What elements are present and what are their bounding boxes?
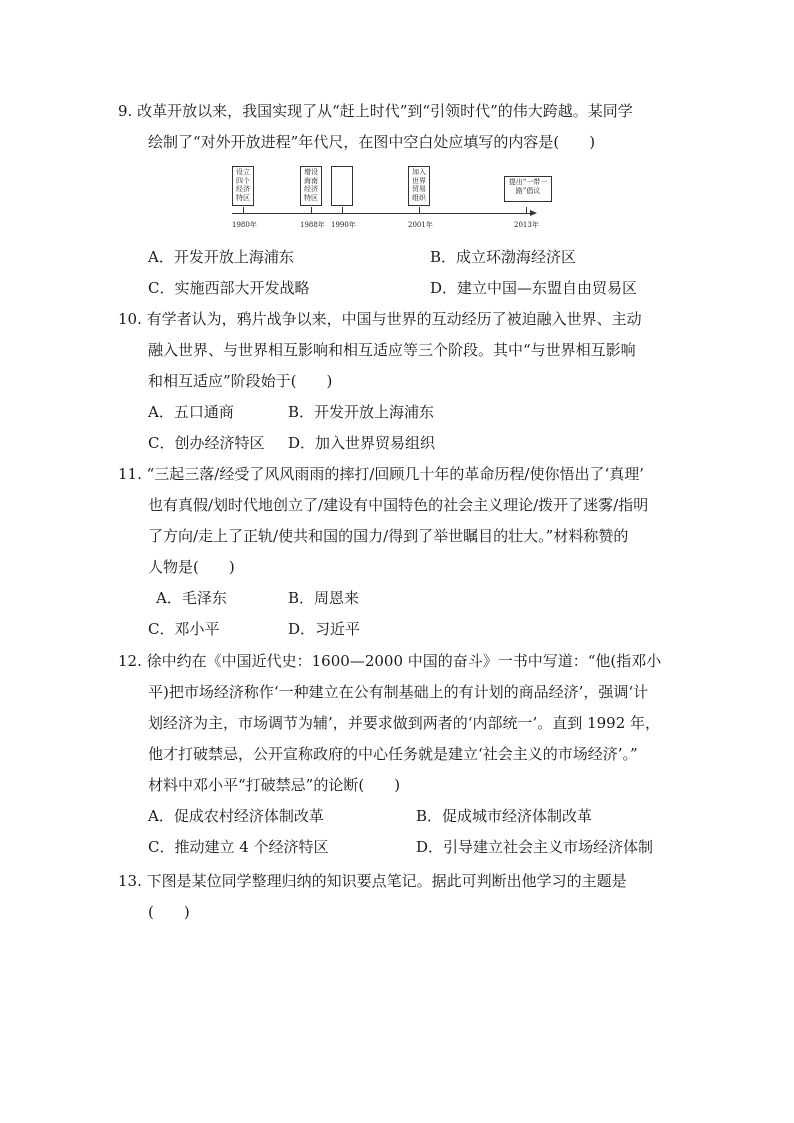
timeline-tick: [342, 207, 343, 213]
question-9-options: [118, 242, 678, 304]
timeline-year: 2001年: [408, 221, 433, 229]
question-number: 12.: [118, 652, 142, 670]
option-a[interactable]: A．毛泽东: [156, 589, 227, 607]
option-b[interactable]: B．开发开放上海浦东: [288, 403, 435, 421]
timeline-axis: [232, 213, 532, 214]
option-c[interactable]: C．邓小平: [148, 620, 220, 638]
question-text: 也有真假/划时代地创立了/建设有中国特色的社会主义理论/拨开了迷雾/指明: [148, 496, 649, 514]
question-number: 11.: [118, 465, 142, 483]
timeline-blank-box: [331, 166, 353, 206]
timeline-year: 1988年: [300, 221, 325, 229]
question-9: [118, 96, 678, 158]
timeline-year: 1980年: [232, 221, 257, 229]
question-text: 下图是某位同学整理归纳的知识要点笔记。据此可判断出他学习的主题是: [146, 872, 627, 890]
question-text: 划经济为主，市场调节为辅’，并要求做到两者的‘内部统一’。直到 1992 年，: [148, 714, 661, 732]
option-a[interactable]: A．促成农村经济体制改革: [148, 807, 324, 825]
question-text: 材料中邓小平“打破禁忌”的论断( ): [148, 776, 401, 794]
option-b[interactable]: B．成立环渤海经济区: [430, 248, 577, 266]
question-11: [118, 459, 678, 645]
timeline-box: 提出“一带一路”倡议: [504, 176, 552, 202]
timeline-year: 2013年: [514, 221, 539, 229]
option-c[interactable]: C．实施西部大开发战略: [148, 279, 310, 297]
question-text: 绘制了“对外开放进程”年代尺，在图中空白处应填写的内容是( ): [148, 133, 596, 151]
option-b[interactable]: B．周恩来: [288, 589, 360, 607]
option-d[interactable]: D．加入世界贸易组织: [288, 434, 436, 452]
option-a[interactable]: A．开发开放上海浦东: [148, 248, 294, 266]
option-d[interactable]: D．引导建立社会主义市场经济体制: [416, 838, 654, 856]
question-text: 和相互适应”阶段始于( ): [148, 372, 333, 390]
timeline-box: 加入世界贸易组织: [408, 166, 430, 206]
question-text: 了方向/走上了正轨/使共和国的国力/得到了举世瞩目的壮大。”材料称赞的: [148, 527, 629, 545]
timeline-box: 增设海南经济特区: [300, 166, 322, 206]
option-d[interactable]: D．建立中国—东盟自由贸易区: [430, 279, 638, 297]
timeline-figure: [228, 162, 568, 236]
timeline-tick: [243, 207, 244, 213]
timeline-box: 设立四个经济特区: [232, 166, 254, 206]
question-text: 平)把市场经济称作‘一种建立在公有制基础上的有计划的商品经济’，强调‘计: [148, 683, 649, 701]
question-text: 有学者认为，鸦片战争以来，中国与世界的互动经历了被迫融入世界、主动: [146, 310, 642, 328]
question-text: 改革开放以来，我国实现了从“赶上时代”到“引领时代”的伟大跨越。某同学: [137, 102, 633, 120]
question-10: [118, 304, 678, 459]
question-text: 他才打破禁忌，公开宣称政府的中心任务就是建立‘社会主义的市场经济’。”: [148, 745, 638, 763]
question-text: 融入世界、与世界相互影响和相互适应等三个阶段。其中“与世界相互影响: [148, 341, 636, 359]
timeline-tick: [526, 207, 527, 213]
option-d[interactable]: D．习近平: [288, 620, 361, 638]
timeline-tick: [419, 207, 420, 213]
question-text: ( ): [148, 903, 190, 921]
question-12: [118, 646, 678, 863]
question-number: 9.: [118, 102, 133, 120]
timeline-arrow-icon: [530, 210, 537, 216]
option-b[interactable]: B．促成城市经济体制改革: [416, 807, 593, 825]
timeline-tick: [311, 207, 312, 213]
question-13: [118, 866, 678, 928]
option-a[interactable]: A．五口通商: [148, 403, 234, 421]
option-c[interactable]: C．推动建立 4 个经济特区: [148, 838, 329, 856]
option-c[interactable]: C．创办经济特区: [148, 434, 265, 452]
question-number: 13.: [118, 872, 142, 890]
question-text: 人物是( ): [148, 558, 235, 576]
question-number: 10.: [118, 310, 142, 328]
timeline-year: 1990年: [331, 221, 356, 229]
question-text: “三起三落/经受了风风雨雨的摔打/回顾几十年的革命历程/使你悟出了‘真理’: [146, 465, 645, 483]
question-text: 徐中约在《中国近代史：1600—2000 中国的奋斗》一书中写道：“他(指邓小: [146, 652, 662, 670]
